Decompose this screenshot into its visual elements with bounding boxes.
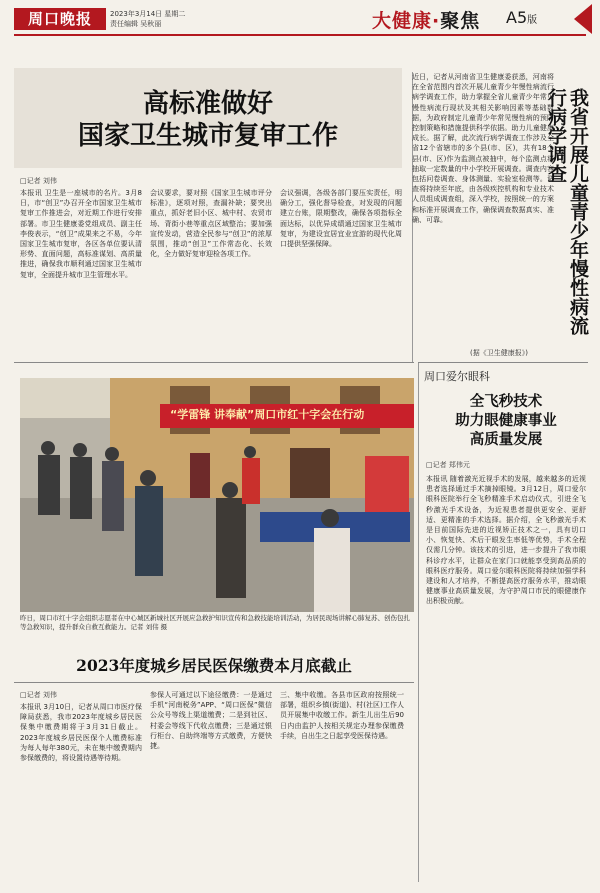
- section-title: [372, 6, 480, 33]
- article1-col1: 本报讯 卫生是一座城市的名片。3月8日，市“创卫”办召开全市国家卫生城市复审工作推进会，对近期工作进行安排部署。市卫生健康委党组成员、副主任李俊表示，“创卫”成果来之不易，今年国家卫生城市复审，各区各单位要认清形势、直面问题，高标准谋划、高质量推进，确保我市顺利通过国家卫生城市复审，全面提升城市卫生管理水平。: [20, 189, 142, 279]
- article2-headline: 2023年度城乡居民医保缴费本月底截止: [76, 656, 352, 675]
- news-photo: [20, 378, 414, 612]
- article1-headline: [14, 88, 402, 152]
- article1-col2: 会议要求，要对照《国家卫生城市评分标准》，逐项对照，查漏补缺；要突出重点，抓好老旧小区、城中村、农贸市场、背街小巷等重点区域整治；要加强宣传发动，营造全民参与“创卫”的浓厚氛围，推动“创卫”工作常态化、长效化，全力做好复审迎检各项工作。: [150, 189, 272, 259]
- article3-title-line3: 高质量发展: [469, 431, 543, 448]
- article3-byline: □记者 郑伟元: [426, 461, 470, 469]
- article3-title-line1: 全飞秒技术: [469, 393, 543, 410]
- dateline: [110, 9, 185, 29]
- column-divider: [418, 362, 419, 882]
- article3-body: 本报讯 随着激光近视手术的发展，越来越多的近视患者选择通过手术摘掉眼镜。3月12日，周口爱尔眼科医院举行全飞秒精准手术启动仪式，引进全飞秒激光手术设备，为近视患者提供更安全、更舒适、更精准的手术选择。据介绍，全飞秒激光手术是目前国际先进的近视矫正技术之一，具有切口小、恢复快、术后干眼发生率低等优势，手术全程仅需几分钟。该技术的引进，进一步提升了我市眼科诊疗水平，让群众在家门口就能享受到高品质的眼科医疗服务。周口爱尔眼科医院将持续加强学科建设和人才培养，不断提高医疗服务水平，推动眼健康事业高质量发展，为守护周口市民的眼健康作出积极贡献。: [426, 475, 586, 606]
- masthead-rule: [14, 34, 586, 36]
- sidebar-source: (据《卫生健康报》): [470, 349, 528, 357]
- sidebar-vertical-title: 我省开展儿童青少年慢性病流行病学调查: [545, 88, 589, 335]
- article3-title-line2: 助力眼健康事业: [455, 412, 557, 429]
- newspaper-logo: 周口晚报: [14, 8, 106, 30]
- article2-col3: 三、集中收缴。各县市区政府按照统一部署，组织乡镇(街道)、村(社区)工作人员开展集中收缴工作。新生儿出生后90日内由监护人按相关规定办理参保缴费手续，自出生之日起享受医保待遇。: [280, 691, 404, 740]
- section-name: 大健康: [372, 10, 433, 32]
- article1-title-line1: 高标准做好: [142, 89, 273, 119]
- editor-line: 责任编辑 吴秋丽: [110, 20, 162, 28]
- sidebar-body: 近日，记者从河南省卫生健康委获悉，河南将在全省范围内首次开展儿童青少年慢性病流行病学调查工作，助力掌握全省儿童青少年常见慢性病流行现状及其相关影响因素等基础数据，为政府制定儿童青少年常见慢性病的预防控制策略和措施提供科学依据。助力儿童健康成长。据了解，此次流行病学调查工作涉及全省12个省辖市的多个县(市、区)，共有18个县(市、区)作为监测点被抽中，每个监测点将抽取一定数量的中小学校开展调查。调查内容包括问卷调查、身体测量、实验室检测等。调查将持续至年底，由各级疾控机构和专业技术人员组成调查组，深入学校，按照统一的方案和标准开展调查工作，确保调查数据真实、准确、可靠。: [412, 73, 554, 224]
- article1-col3: 会议强调，各级各部门要压实责任，明确分工，强化督导检查，对发现的问题建立台账，限期整改，确保各项指标全面达标，以优异成绩通过国家卫生城市复审，为建设宜居宜业宜游的现代化周口提供坚强保障。: [280, 189, 402, 249]
- page-number-suffix: 版: [527, 15, 538, 26]
- page-arrow-icon: [574, 4, 592, 34]
- section-dot: ·: [432, 10, 441, 32]
- divider: [418, 362, 588, 363]
- section-sub: 聚焦: [440, 10, 481, 32]
- article2-col2: 参保人可通过以下途径缴费：一是通过手机“河南税务”APP、“周口医保”微信公众号等线上渠道缴费；二是到社区、村委会等线下代收点缴费；三是通过银行柜台、自助终端等方式缴费，方便快捷。: [150, 691, 272, 751]
- page-number-value: A5: [506, 8, 528, 27]
- article1-title-line2: 国家卫生城市复审工作: [77, 121, 338, 151]
- article1-byline: □记者 刘伟: [20, 177, 57, 185]
- article2-col1: 本报讯 3月10日，记者从周口市医疗保障局获悉，我市2023年度城乡居民医保集中缴费期将于3月31日截止。2023年度城乡居民医保个人缴费标准为每人每年380元，未在集中缴费期内参保缴费的，将设置待遇等待期。: [20, 703, 142, 763]
- article2-byline: □记者 刘伟: [20, 691, 57, 699]
- divider: [14, 682, 414, 683]
- article3-headline: [424, 392, 588, 449]
- photo-banner-text: “学雷锋 讲奉献”周口市红十字会在行动: [170, 408, 365, 421]
- divider: [14, 362, 414, 363]
- article3-kicker: 周口爱尔眼科: [424, 370, 490, 383]
- photo-caption: 昨日，周口市红十字会组织志愿者在中心城区新城社区开展应急救护知识宣传和急救技能培训活动，为居民现场讲解心肺复苏、创伤包扎等急救知识，提升群众自救互救能力。记者 刘伟 摄: [20, 614, 410, 631]
- issue-date: 2023年3月14日 星期二: [110, 10, 186, 18]
- page-number: [506, 8, 537, 27]
